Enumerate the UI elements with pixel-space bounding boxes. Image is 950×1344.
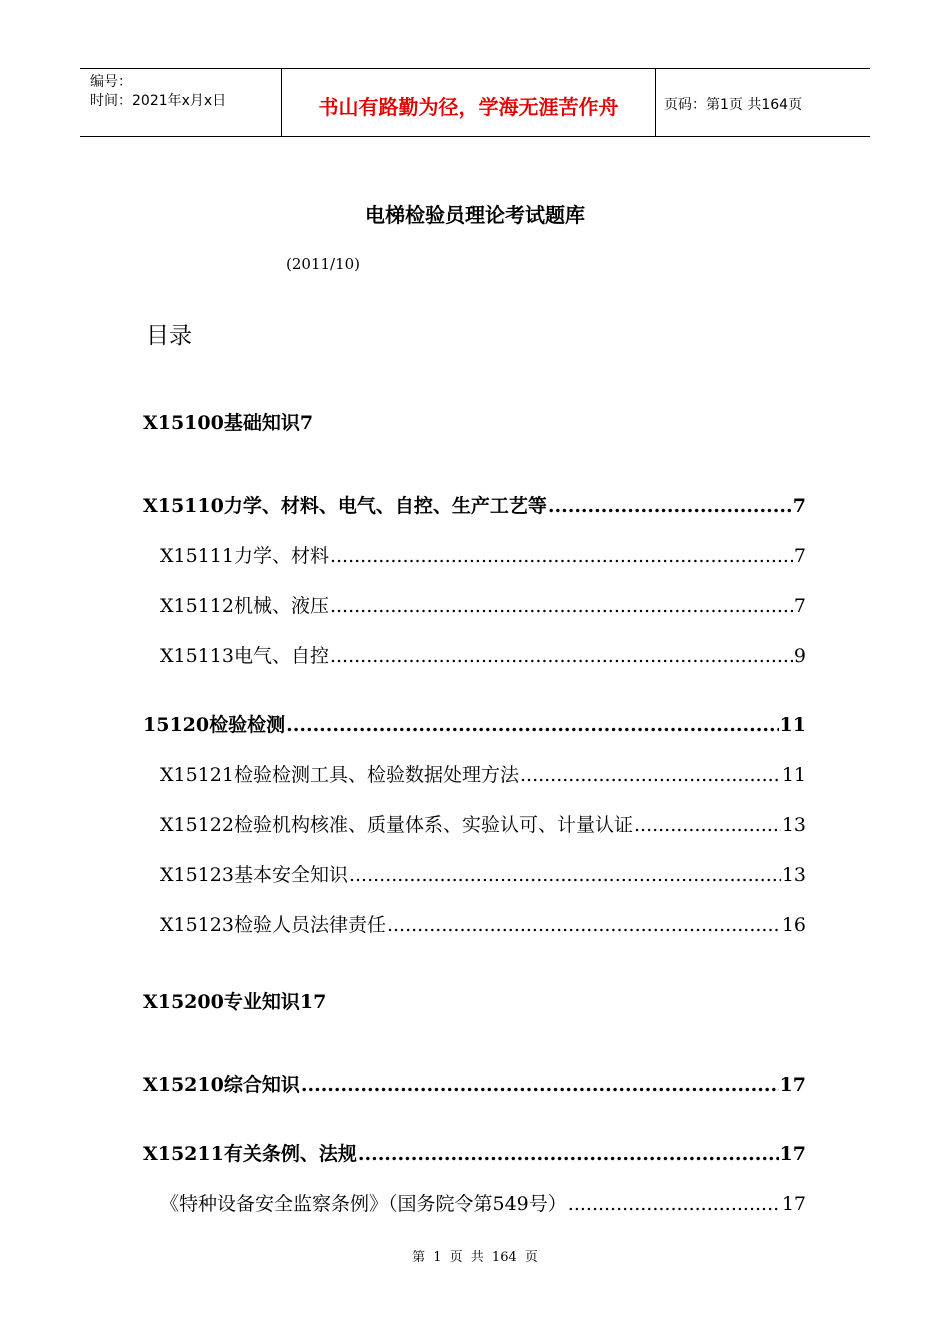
toc-entry[interactable] [143,491,806,518]
toc-entry[interactable] [143,1139,806,1166]
toc-label: X15100基础知识7 [143,412,314,434]
toc-page: 9 [793,645,806,667]
toc-label: X15112机械、液压 [160,595,329,617]
toc-page: 7 [792,495,806,517]
toc-page: 11 [781,764,806,786]
toc-leader [548,495,792,517]
date-label: 时间：2021年x月x日 [90,93,227,109]
toc-entry[interactable] [160,1189,806,1216]
page-footer: 第 1 页 共 164 页 [412,1250,538,1265]
toc-label: X15111力学、材料 [160,545,329,567]
toc-page: 7 [793,595,806,617]
toc-entry[interactable] [143,987,326,1014]
toc-entry[interactable] [160,641,806,668]
toc-leader [358,1143,779,1165]
toc-label: X15113电气、自控 [160,645,329,667]
number-label: 编号： [90,74,132,90]
page-header [80,68,870,137]
toc-page: 13 [781,864,806,886]
toc-leader [568,1193,781,1215]
toc-entry[interactable] [160,760,806,787]
toc-entry[interactable] [160,541,806,568]
page-info: 页码：第1页 共164页 [664,97,803,113]
document-title: 电梯检验员理论考试题库 [365,203,585,227]
toc-label: X15210综合知识 [143,1074,300,1096]
toc-label: 15120检验检测 [143,714,286,736]
toc-leader [330,595,793,617]
toc-leader [387,914,781,936]
toc-page: 16 [781,914,806,936]
toc-page: 17 [779,1143,806,1165]
toc-page: 11 [779,714,806,736]
document-date: (2011/10) [286,255,361,273]
toc-leader [330,545,793,567]
toc-leader [301,1074,779,1096]
toc-leader [330,645,793,667]
toc-entry[interactable] [160,591,806,618]
toc-leader [634,814,781,836]
toc-label: 《特种设备安全监察条例》（国务院令第549号） [160,1193,567,1215]
toc-label: X15122检验机构核准、质量体系、实验认可、计量认证 [160,814,633,836]
toc-page: 17 [779,1074,806,1096]
toc-entry[interactable] [160,860,806,887]
toc-page: 17 [781,1193,806,1215]
toc-entry[interactable] [143,1070,806,1097]
toc-page: 13 [781,814,806,836]
header-page-cell [655,69,870,136]
toc-label: X15121检验检测工具、检验数据处理方法 [160,764,519,786]
toc-entry[interactable] [160,810,806,837]
toc-leader [349,864,781,886]
toc-entry[interactable] [143,408,313,435]
header-meta-cell [80,69,281,136]
toc-label: X15110力学、材料、电气、自控、生产工艺等 [143,495,547,517]
toc-entry[interactable] [160,910,806,937]
toc-heading: 目录 [146,323,192,349]
toc-label: X15123检验人员法律责任 [160,914,386,936]
toc-page: 7 [793,545,806,567]
toc-label: X15211有关条例、法规 [143,1143,357,1165]
motto-text: 书山有路勤为径，学海无涯苦作舟 [318,95,619,119]
toc-leader [520,764,781,786]
toc-label: X15200专业知识17 [143,991,327,1013]
toc-entry[interactable] [143,710,806,737]
toc-label: X15123基本安全知识 [160,864,348,886]
toc-leader [286,714,778,736]
header-motto-cell [281,69,656,136]
